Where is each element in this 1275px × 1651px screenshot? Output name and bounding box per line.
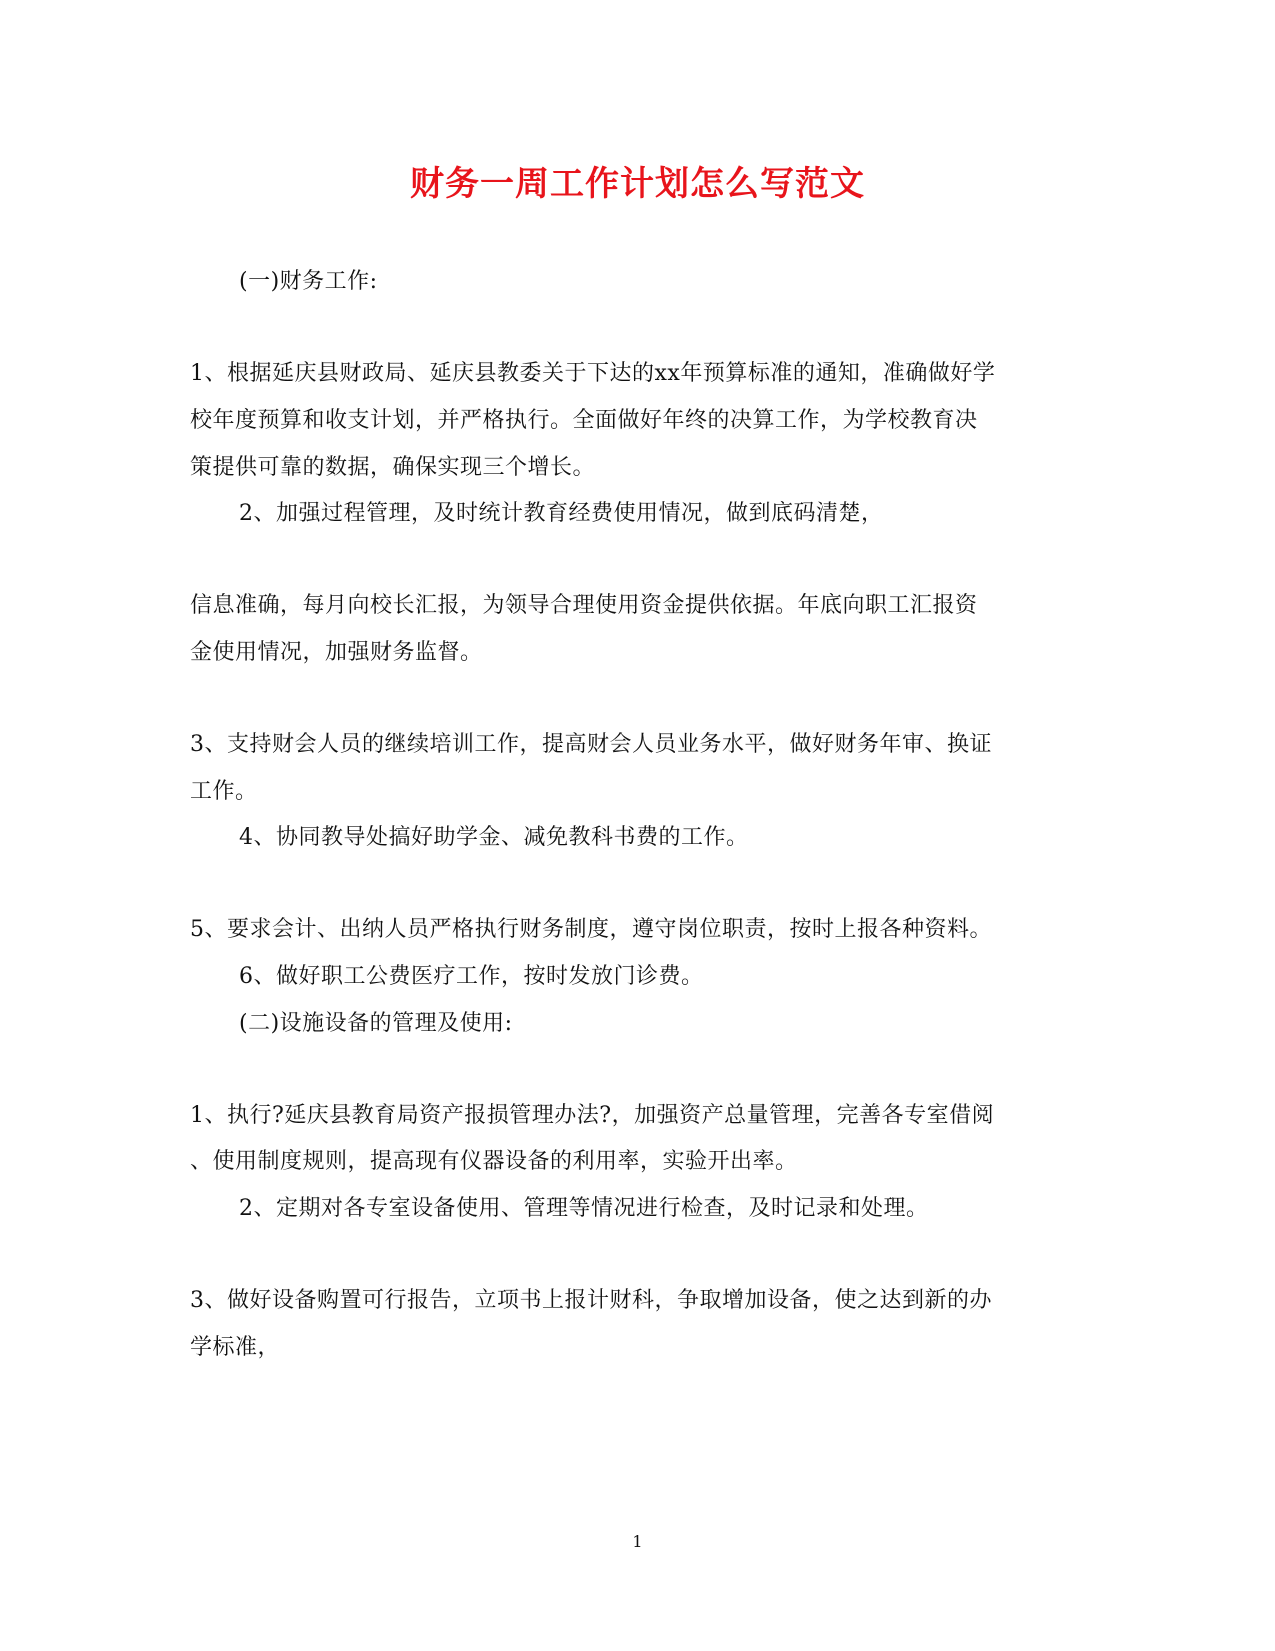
page-number: 1	[632, 1532, 643, 1551]
paragraph-line: 6、做好职工公费医疗工作，按时发放门诊费。	[239, 964, 704, 989]
paragraph-line: 校年度预算和收支计划，并严格执行。全面做好年终的决算工作，为学校教育决	[190, 408, 978, 433]
paragraph-line: 1、执行?延庆县教育局资产报损管理办法?，加强资产总量管理，完善各专室借阅	[190, 1103, 995, 1128]
paragraph-line: 工作。	[190, 779, 258, 804]
paragraph-line: 3、做好设备购置可行报告，立项书上报计财科，争取增加设备，使之达到新的办	[190, 1288, 992, 1313]
section-heading-finance: (一)财务工作:	[239, 269, 378, 294]
paragraph-line: 1、根据延庆县财政局、延庆县教委关于下达的xx年预算标准的通知，准确做好学	[190, 361, 996, 386]
paragraph-line: 学标准，	[190, 1335, 281, 1360]
paragraph-line: 4、协同教导处搞好助学金、减免教科书费的工作。	[239, 825, 749, 850]
paragraph-line: 2、加强过程管理，及时统计教育经费使用情况，做到底码清楚，	[239, 501, 884, 526]
page-title: 财务一周工作计划怎么写范文	[410, 164, 865, 204]
paragraph-line: 3、支持财会人员的继续培训工作，提高财会人员业务水平，做好财务年审、换证	[190, 732, 992, 757]
paragraph-line: 策提供可靠的数据，确保实现三个增长。	[190, 455, 596, 480]
paragraph-line: 、使用制度规则，提高现有仪器设备的利用率，实验开出率。	[190, 1149, 798, 1174]
section-heading-facilities: (二)设施设备的管理及使用:	[239, 1011, 513, 1036]
paragraph-line: 金使用情况，加强财务监督。	[190, 640, 483, 665]
paragraph-line: 信息准确，每月向校长汇报，为领导合理使用资金提供依据。年底向职工汇报资	[190, 593, 978, 618]
paragraph-line: 2、定期对各专室设备使用、管理等情况进行检查，及时记录和处理。	[239, 1196, 929, 1221]
paragraph-line: 5、要求会计、出纳人员严格执行财务制度，遵守岗位职责，按时上报各种资料。	[190, 917, 992, 942]
